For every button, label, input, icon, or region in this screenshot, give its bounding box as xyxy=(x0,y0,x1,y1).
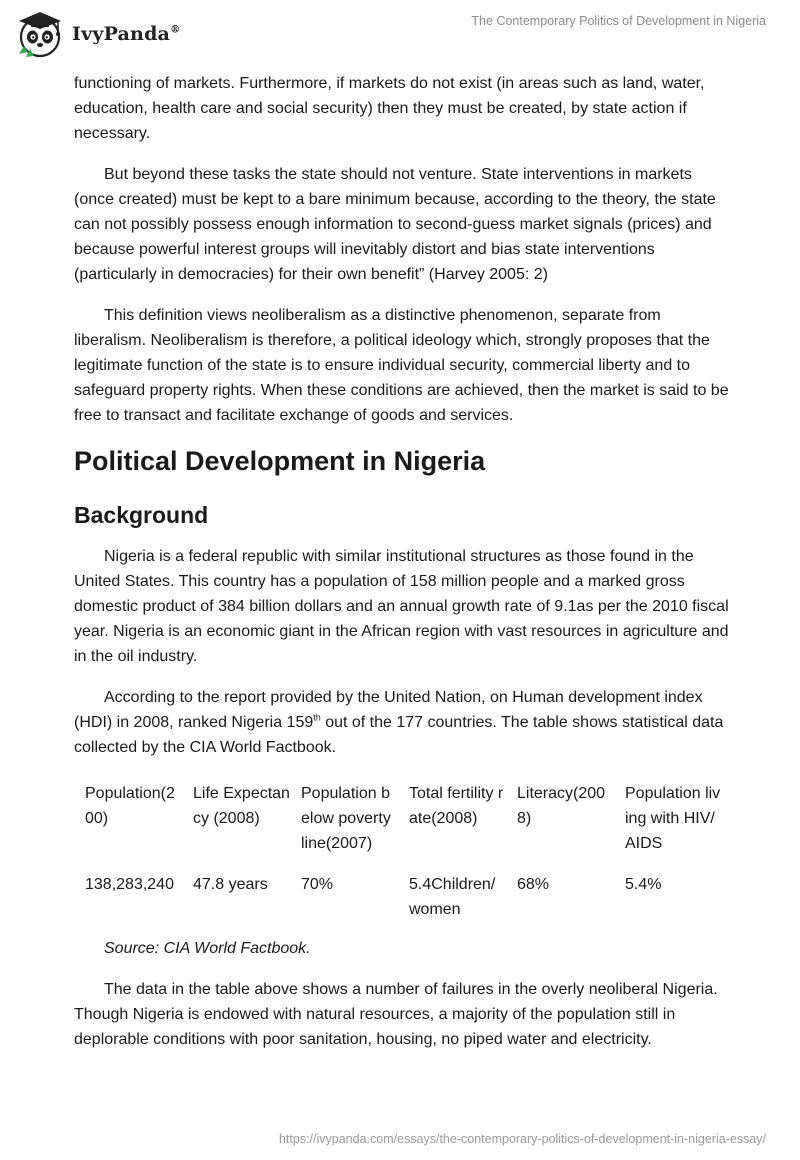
table-header-cell: Population below poverty line(2007) xyxy=(301,785,391,852)
table-header-cell: Population living with HIV/AIDS xyxy=(625,785,721,852)
table-source-caption: Source: CIA World Factbook. xyxy=(104,940,311,957)
paragraph: This definition views neoliberalism as a distinctive phenomenon, separate from liberalism. Neoliberalism is therefore, a political ideology which, strongly proposes that the legitimate function of the state is to ensure individual security, commercial liberty and to safeguard property rights. When these conditions are achieved, then the market is said to be free to transact and facilitate exchange of goods and services. xyxy=(74,307,729,424)
table-cell: 5.4% xyxy=(625,876,662,893)
paragraph: According to the report provided by the United Nation, on Human development index (HDI) in 2008, ranked Nigeria 159th out of the 177 countries. The table shows statistical data collected by the CIA World Factbook. xyxy=(74,689,724,756)
subsection-heading: Background xyxy=(74,502,209,528)
section-heading: Political Development in Nigeria xyxy=(74,446,486,476)
paragraph: Nigeria is a federal republic with similar institutional structures as those found in the United States. This country has a population of 158 million people and a marked gross domestic product of 384 billion dollars and an annual growth rate of 9.1as per the 2010 fiscal year. Nigeria is an economic giant in the African region with vast resources in agriculture and in the oil industry. xyxy=(74,548,729,665)
table-header-row xyxy=(74,775,722,866)
table-row xyxy=(74,866,722,928)
ivypanda-logo[interactable] xyxy=(14,8,180,60)
essay-body xyxy=(74,71,734,1068)
table-cell: 70% xyxy=(301,876,334,893)
paragraph: functioning of markets. Furthermore, if markets do not exist (in areas such as land, water, education, health care and social security) then they must be created, by state action if necessary. xyxy=(74,75,705,142)
panda-graduate-icon xyxy=(14,8,66,60)
document-title: The Contemporary Politics of Development in Nigeria xyxy=(471,14,766,28)
table-header-cell: Literacy(2008) xyxy=(517,785,606,827)
table-cell: 138,283,240 xyxy=(85,876,174,893)
table-cell: 5.4Children/women xyxy=(409,876,496,918)
statistics-table xyxy=(74,775,722,928)
brand-name: IvyPanda® xyxy=(72,23,181,45)
table-header-cell: Total fertility rate(2008) xyxy=(409,785,504,827)
paragraph: The data in the table above shows a number of failures in the overly neoliberal Nigeria. Though Nigeria is endowed with natural resources, a majority of the population still in deplorable conditions with poor sanitation, housing, no piped water and electricity. xyxy=(74,981,718,1048)
paragraph: But beyond these tasks the state should not venture. State interventions in markets (once created) must be kept to a bare minimum because, according to the theory, the state can not possibly possess enough information to second-guess market signals (prices) and because powerful interest groups will inevitably distort and bias state interventions (particularly in democracies) for their own benefit” (Harvey 2005: 2) xyxy=(74,166,716,283)
table-header-cell: Population(200) xyxy=(85,785,175,827)
table-cell: 68% xyxy=(517,876,550,893)
source-url[interactable]: https://ivypanda.com/essays/the-contemporary-politics-of-development-in-nigeria-essay/ xyxy=(278,1132,766,1146)
table-header-cell: Life Expectancy (2008) xyxy=(193,785,290,827)
page-header xyxy=(0,0,800,70)
table-cell: 47.8 years xyxy=(193,876,268,893)
